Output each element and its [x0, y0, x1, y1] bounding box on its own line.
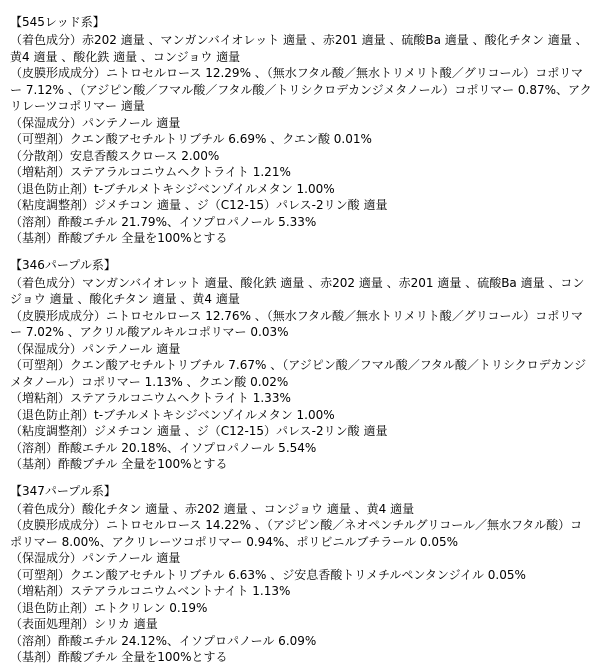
ingredient-line: （基剤）酢酸ブチル 全量を100%とする: [10, 650, 228, 664]
ingredient-line: （退色防止剤）t-ブチルメトキシジベンゾイルメタン 1.00%: [10, 181, 335, 196]
ingredient-line: （可塑剤）クエン酸アセチルトリブチル 6.69% 、クエン酸 0.01%: [10, 132, 372, 146]
ingredient-line: （退色防止剤）エトクリレン 0.19%: [10, 600, 208, 615]
ingredient-line: （増粘剤）ステアラルコニウムヘクトライト 1.21%: [10, 165, 291, 179]
ingredient-line: （皮膜形成成分）ニトロセルロース 12.76% 、（無水フタル酸／無水トリメリト酸／グリコール）コポリマー 7.02% 、アクリル酸アルキルコポリマー 0.03%: [10, 308, 583, 339]
ingredient-line: （可塑剤）クエン酸アセチルトリブチル 7.67% 、（アジピン酸／フマル酸／フタル酸／トリシクロデカンジメタノール）コポリマー 1.13% 、クエン酸 0.02%: [10, 358, 587, 389]
ingredient-line: （溶剤）酢酸エチル 21.79%、イソプロパノール 5.33%: [10, 214, 317, 229]
ingredient-line: （可塑剤）クエン酸アセチルトリブチル 6.63% 、ジ安息香酸トリメチルペンタンジイル 0.05%: [10, 567, 526, 582]
ingredient-line: （皮膜形成成分）ニトロセルロース 12.29% 、（無水フタル酸／無水トリメリト酸／グリコール）コポリマー 7.12% 、（アジピン酸／フマル酸／フタル酸／トリシクロデカンジメタノール）コポリマー 0.87%、アクリレーツコポリマー 適量: [10, 66, 592, 113]
ingredient-line: （保湿成分）パンテノール 適量: [10, 551, 181, 565]
ingredient-line: （着色成分）マンガンバイオレット 適量、酸化鉄 適量 、赤202 適量 、赤201 適量 、硫酸Ba 適量 、コンジョウ 適量 、酸化チタン 適量 、黄4 適量: [10, 275, 585, 306]
ingredient-line: （溶剤）酢酸エチル 20.18%、イソプロパノール 5.54%: [10, 440, 317, 455]
ingredient-line: （着色成分）赤202 適量 、マンガンバイオレット 適量 、赤201 適量 、硫酸Ba 適量 、酸化チタン 適量 、黄4 適量 、酸化鉄 適量 、コンジョウ 適量: [10, 33, 588, 64]
ingredient-line: （増粘剤）ステアラルコニウムベントナイト 1.13%: [10, 584, 291, 598]
ingredient-line: （分散剤）安息香酸スクロース 2.00%: [10, 148, 220, 163]
ingredient-line: （退色防止剤）t-ブチルメトキシジベンゾイルメタン 1.00%: [10, 407, 335, 422]
ingredient-line: （皮膜形成成分）ニトロセルロース 14.22% 、（アジピン酸／ネオペンチルグリコール／無水フタル酸）コポリマー 8.00%、アクリレーツコポリマー 0.94%、ポリビニルブチラール 0.05%: [10, 518, 583, 549]
ingredient-block: [10, 257, 592, 473]
ingredient-block: [10, 483, 592, 666]
ingredient-line: （保湿成分）パンテノール 適量: [10, 115, 181, 130]
ingredient-block: [10, 14, 592, 247]
ingredient-line: （溶剤）酢酸エチル 24.12%、イソプロパノール 6.09%: [10, 633, 317, 648]
block-title: 【347パープル系】: [10, 483, 116, 498]
ingredient-line: （基剤）酢酸ブチル 全量を100%とする: [10, 457, 228, 471]
ingredient-line: （保湿成分）パンテノール 適量: [10, 341, 181, 356]
ingredient-line: （粘度調整剤）ジメチコン 適量 、ジ（C12-15）パレス-2リン酸 適量: [10, 198, 388, 212]
ingredient-line: （増粘剤）ステアラルコニウムヘクトライト 1.33%: [10, 391, 291, 405]
block-title: 【346パープル系】: [10, 257, 116, 272]
ingredient-line: （着色成分）酸化チタン 適量 、赤202 適量 、コンジョウ 適量 、黄4 適量: [10, 501, 415, 516]
ingredient-line: （粘度調整剤）ジメチコン 適量 、ジ（C12-15）パレス-2リン酸 適量: [10, 424, 388, 438]
block-title: 【545レッド系】: [10, 15, 105, 29]
ingredient-line: （基剤）酢酸ブチル 全量を100%とする: [10, 231, 228, 245]
ingredient-line: （表面処理剤）シリカ 適量: [10, 617, 158, 631]
